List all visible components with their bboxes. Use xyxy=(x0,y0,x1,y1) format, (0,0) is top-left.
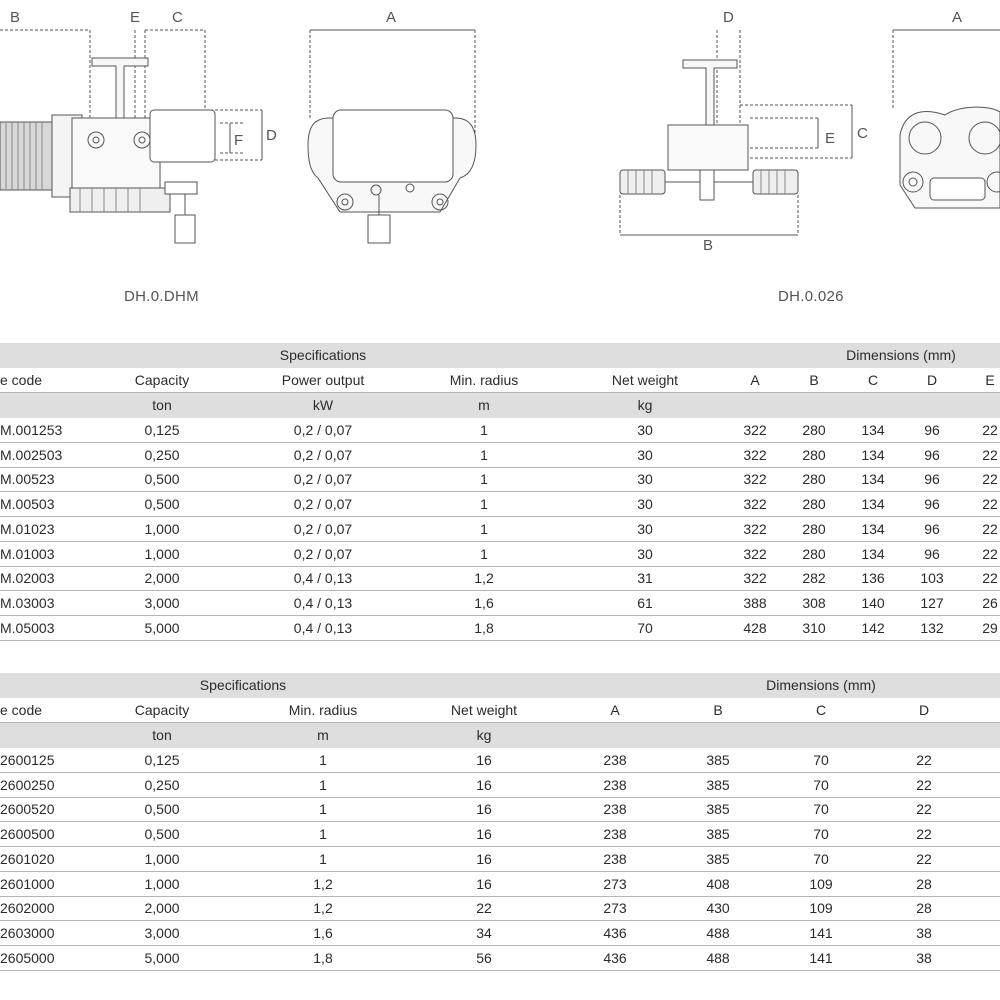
table-cell: 103 xyxy=(920,570,944,587)
specifications-table-2 xyxy=(0,673,1000,970)
table-cell: 22 xyxy=(916,752,932,768)
table-cell: M.001253 xyxy=(0,422,63,438)
table-cell: 30 xyxy=(637,545,653,562)
trolley-side-view xyxy=(620,30,852,235)
table-cell: 322 xyxy=(743,471,767,488)
table-cell: 238 xyxy=(603,752,627,768)
table-cell: 22 xyxy=(916,850,932,867)
table-cell: 0,500 xyxy=(144,801,180,818)
column-header: C xyxy=(867,372,879,388)
table-cell: 109 xyxy=(809,900,833,917)
table-cell: 1 xyxy=(319,850,327,867)
table-cell: 2600125 xyxy=(0,752,55,768)
dim-label-b: B xyxy=(10,9,21,26)
table-cell: 488 xyxy=(706,949,730,966)
table-cell: 2600500 xyxy=(0,826,55,843)
specifications-table-1 xyxy=(0,343,1000,640)
table-cell: 0,4 / 0,13 xyxy=(293,619,353,636)
group-header-row xyxy=(0,343,1000,368)
table-cell: 0,2 / 0,07 xyxy=(293,520,353,537)
table-row xyxy=(0,591,1000,616)
table-cell: 488 xyxy=(706,924,730,941)
column-header-row xyxy=(0,698,1000,723)
table-cell: 34 xyxy=(476,924,492,941)
column-header: Power output xyxy=(281,372,365,388)
table-cell: 28 xyxy=(916,875,932,892)
table-cell: 61 xyxy=(637,594,653,611)
table-cell: 1,8 xyxy=(474,619,494,636)
table-cell: 16 xyxy=(476,752,492,768)
table-cell: 70 xyxy=(637,619,653,636)
table-cell: 16 xyxy=(476,826,492,843)
table-cell: 22 xyxy=(916,826,932,843)
table-cell: 428 xyxy=(743,619,767,636)
table-cell: 1,2 xyxy=(313,875,333,892)
dim-label-b-right: B xyxy=(703,237,714,254)
table-cell: 238 xyxy=(603,826,627,843)
table-cell: 0,2 / 0,07 xyxy=(293,446,353,463)
table-cell: 142 xyxy=(861,619,885,636)
table-cell: M.05003 xyxy=(0,619,55,636)
table-cell: 96 xyxy=(924,422,940,438)
table-cell: 2600520 xyxy=(0,801,55,818)
table-cell: 96 xyxy=(924,496,940,513)
table-cell: 238 xyxy=(603,801,627,818)
table-cell: 29 xyxy=(982,619,998,636)
table-cell: 141 xyxy=(809,924,833,941)
table-row xyxy=(0,921,1000,946)
table-row xyxy=(0,566,1000,591)
dim-label-f: F xyxy=(234,132,244,149)
column-header: Min. radius xyxy=(288,702,358,718)
table-cell: 436 xyxy=(603,924,627,941)
table-cell: 0,2 / 0,07 xyxy=(293,496,353,513)
trolley-front-view xyxy=(893,30,1000,208)
table-cell: 1 xyxy=(319,752,327,768)
table-cell: 280 xyxy=(802,496,826,513)
table-cell: 408 xyxy=(706,875,730,892)
column-header: Capacity xyxy=(134,702,190,718)
drawing-caption-right: DH.0.026 xyxy=(778,288,844,305)
column-header: e code xyxy=(0,372,43,388)
table-cell: 280 xyxy=(802,545,826,562)
drawing-caption-left: DH.0.DHM xyxy=(124,288,199,305)
column-header: A xyxy=(610,702,620,718)
table-cell: 136 xyxy=(861,570,885,587)
table-cell: 322 xyxy=(743,496,767,513)
table-cell: 70 xyxy=(813,801,829,818)
table-cell: 56 xyxy=(476,949,492,966)
table-cell: 0,125 xyxy=(144,422,180,438)
table-cell: 2603000 xyxy=(0,924,55,941)
table-cell: 0,500 xyxy=(144,471,180,488)
table-cell: M.01003 xyxy=(0,545,55,562)
table-cell: 3,000 xyxy=(144,924,180,941)
table-row xyxy=(0,517,1000,542)
table-cell: 134 xyxy=(861,446,885,463)
table-cell: 280 xyxy=(802,471,826,488)
column-header: C xyxy=(815,702,827,718)
table-row xyxy=(0,443,1000,468)
table-row xyxy=(0,773,1000,798)
table-cell: 0,500 xyxy=(144,496,180,513)
table-cell: 238 xyxy=(603,776,627,793)
table-cell: 2601000 xyxy=(0,875,55,892)
table-cell: 2605000 xyxy=(0,949,55,966)
group-specifications: Specifications xyxy=(279,347,367,363)
table-row xyxy=(0,467,1000,492)
column-header: D xyxy=(926,372,938,388)
table-cell: 141 xyxy=(809,949,833,966)
column-header: Capacity xyxy=(134,372,190,388)
table-row xyxy=(0,492,1000,517)
table-cell: 2601020 xyxy=(0,850,55,867)
table-cell: 16 xyxy=(476,801,492,818)
table-cell: 282 xyxy=(802,570,826,587)
table-cell: 1 xyxy=(319,801,327,818)
table-cell: 31 xyxy=(637,570,653,587)
table-row xyxy=(0,872,1000,897)
table-cell: 385 xyxy=(706,752,730,768)
table-cell: 140 xyxy=(861,594,885,611)
unit-cell: kg xyxy=(637,397,653,413)
table-cell: 388 xyxy=(743,594,767,611)
dim-label-d-right: D xyxy=(723,9,734,26)
table-row xyxy=(0,797,1000,822)
table-cell: 1 xyxy=(480,422,488,438)
table-cell: 280 xyxy=(802,446,826,463)
table-row xyxy=(0,822,1000,847)
dim-label-c-right: C xyxy=(857,125,868,142)
table-cell: 308 xyxy=(802,594,826,611)
table-cell: 1 xyxy=(480,446,488,463)
table-cell: 30 xyxy=(637,422,653,438)
table-cell: 16 xyxy=(476,850,492,867)
table-cell: 1,000 xyxy=(144,545,180,562)
table-cell: 38 xyxy=(916,949,932,966)
table-cell: 2600250 xyxy=(0,776,55,793)
table-cell: 322 xyxy=(743,570,767,587)
table-row xyxy=(0,542,1000,567)
table-cell: 70 xyxy=(813,850,829,867)
table-cell: 280 xyxy=(802,422,826,438)
unit-cell: kW xyxy=(312,397,334,413)
table-cell: 22 xyxy=(476,900,492,917)
table-cell: M.03003 xyxy=(0,594,55,611)
table-cell: 22 xyxy=(982,471,998,488)
table-cell: 3,000 xyxy=(144,594,180,611)
table-cell: 132 xyxy=(920,619,944,636)
table-cell: 0,500 xyxy=(144,826,180,843)
table-cell: 322 xyxy=(743,446,767,463)
table-cell: 127 xyxy=(920,594,944,611)
dim-label-a: A xyxy=(386,9,397,26)
table-cell: 38 xyxy=(916,924,932,941)
column-header: E xyxy=(985,372,995,388)
table-cell: 134 xyxy=(861,471,885,488)
column-header: e code xyxy=(0,702,43,718)
table-cell: 385 xyxy=(706,776,730,793)
table-cell: 436 xyxy=(603,949,627,966)
column-header: D xyxy=(918,702,930,718)
table-cell: 280 xyxy=(802,520,826,537)
unit-cell: kg xyxy=(476,727,492,743)
group-specifications: Specifications xyxy=(199,677,287,693)
table-row xyxy=(0,946,1000,971)
unit-cell: ton xyxy=(152,397,172,413)
table-cell: M.00503 xyxy=(0,496,55,513)
table-cell: M.002503 xyxy=(0,446,63,463)
table-cell: 134 xyxy=(861,545,885,562)
table-cell: 30 xyxy=(637,520,653,537)
column-header: A xyxy=(750,372,760,388)
table-cell: 2,000 xyxy=(144,570,180,587)
table-cell: 22 xyxy=(982,496,998,513)
table-cell: 1 xyxy=(480,520,488,537)
table-cell: 322 xyxy=(743,422,767,438)
table-cell: 70 xyxy=(813,776,829,793)
table-cell: 1,000 xyxy=(144,520,180,537)
table-cell: 2,000 xyxy=(144,900,180,917)
table-cell: 0,2 / 0,07 xyxy=(293,471,353,488)
table-row xyxy=(0,418,1000,443)
table-cell: 22 xyxy=(982,446,998,463)
table-cell: 109 xyxy=(809,875,833,892)
table-cell: 0,4 / 0,13 xyxy=(293,594,353,611)
table-cell: 5,000 xyxy=(144,949,180,966)
table-cell: 1 xyxy=(319,826,327,843)
unit-cell: m xyxy=(317,727,329,743)
dim-label-e: E xyxy=(130,9,141,26)
table-cell: 22 xyxy=(916,776,932,793)
dim-label-d: D xyxy=(266,127,277,144)
unit-cell: ton xyxy=(152,727,172,743)
group-header-row xyxy=(0,673,1000,698)
table-cell: 385 xyxy=(706,801,730,818)
table-cell: 1,2 xyxy=(474,570,494,587)
table-cell: M.02003 xyxy=(0,570,55,587)
table-cell: 1 xyxy=(480,471,488,488)
table-cell: 134 xyxy=(861,422,885,438)
group-dimensions: Dimensions (mm) xyxy=(846,347,956,363)
table-cell: 5,000 xyxy=(144,619,180,636)
table-cell: 1 xyxy=(480,545,488,562)
table-cell: 22 xyxy=(982,520,998,537)
table-cell: 30 xyxy=(637,446,653,463)
unit-cell: m xyxy=(478,397,490,413)
table-cell: 322 xyxy=(743,520,767,537)
table-cell: 1,6 xyxy=(313,924,333,941)
column-header: Net weight xyxy=(611,372,679,388)
table-cell: 385 xyxy=(706,826,730,843)
column-header-row xyxy=(0,368,1000,393)
group-dimensions: Dimensions (mm) xyxy=(766,677,876,693)
table-cell: 1,000 xyxy=(144,850,180,867)
units-row xyxy=(0,393,1000,418)
table-cell: 96 xyxy=(924,520,940,537)
table-cell: 22 xyxy=(982,422,998,438)
table-cell: 70 xyxy=(813,826,829,843)
table-cell: 16 xyxy=(476,875,492,892)
table-cell: 96 xyxy=(924,545,940,562)
table-cell: 134 xyxy=(861,496,885,513)
dim-label-c: C xyxy=(172,9,183,26)
table-cell: 16 xyxy=(476,776,492,793)
table-cell: 70 xyxy=(813,752,829,768)
dim-label-a-right: A xyxy=(952,9,963,26)
table-cell: 385 xyxy=(706,850,730,867)
table-cell: 0,125 xyxy=(144,752,180,768)
column-header: Net weight xyxy=(450,702,518,718)
units-row xyxy=(0,723,1000,748)
table-row xyxy=(0,748,1000,773)
table-cell: 1 xyxy=(480,496,488,513)
column-header: B xyxy=(713,702,723,718)
table-cell: 1,2 xyxy=(313,900,333,917)
table-cell: 30 xyxy=(637,496,653,513)
table-cell: 0,4 / 0,13 xyxy=(293,570,353,587)
hoist-trolley-front-view xyxy=(308,30,476,243)
table-row xyxy=(0,616,1000,641)
table-cell: 26 xyxy=(982,594,998,611)
table-cell: 0,2 / 0,07 xyxy=(293,545,353,562)
table-cell: 28 xyxy=(916,900,932,917)
table-cell: 310 xyxy=(802,619,826,636)
table-cell: 273 xyxy=(603,900,627,917)
table-cell: 1,6 xyxy=(474,594,494,611)
table-cell: 0,250 xyxy=(144,776,180,793)
table-cell: 322 xyxy=(743,545,767,562)
technical-drawings xyxy=(0,0,1000,320)
table-cell: 30 xyxy=(637,471,653,488)
table-cell: 238 xyxy=(603,850,627,867)
table-row xyxy=(0,896,1000,921)
table-cell: M.00523 xyxy=(0,471,55,488)
table-cell: 430 xyxy=(706,900,730,917)
table-cell: 273 xyxy=(603,875,627,892)
column-header: Min. radius xyxy=(449,372,519,388)
table-cell: 2602000 xyxy=(0,900,55,917)
table-cell: 134 xyxy=(861,520,885,537)
table-cell: 1,000 xyxy=(144,875,180,892)
table-cell: 1 xyxy=(319,776,327,793)
table-cell: 1,8 xyxy=(313,949,333,966)
column-header: B xyxy=(809,372,819,388)
table-cell: 96 xyxy=(924,446,940,463)
table-cell: 22 xyxy=(982,545,998,562)
table-row xyxy=(0,847,1000,872)
table-cell: 22 xyxy=(982,570,998,587)
hoist-trolley-side-view xyxy=(0,30,262,243)
dim-label-e-right: E xyxy=(825,130,836,147)
table-cell: 0,2 / 0,07 xyxy=(293,422,353,438)
table-cell: 0,250 xyxy=(144,446,180,463)
table-cell: 22 xyxy=(916,801,932,818)
table-cell: 96 xyxy=(924,471,940,488)
table-cell: M.01023 xyxy=(0,520,55,537)
